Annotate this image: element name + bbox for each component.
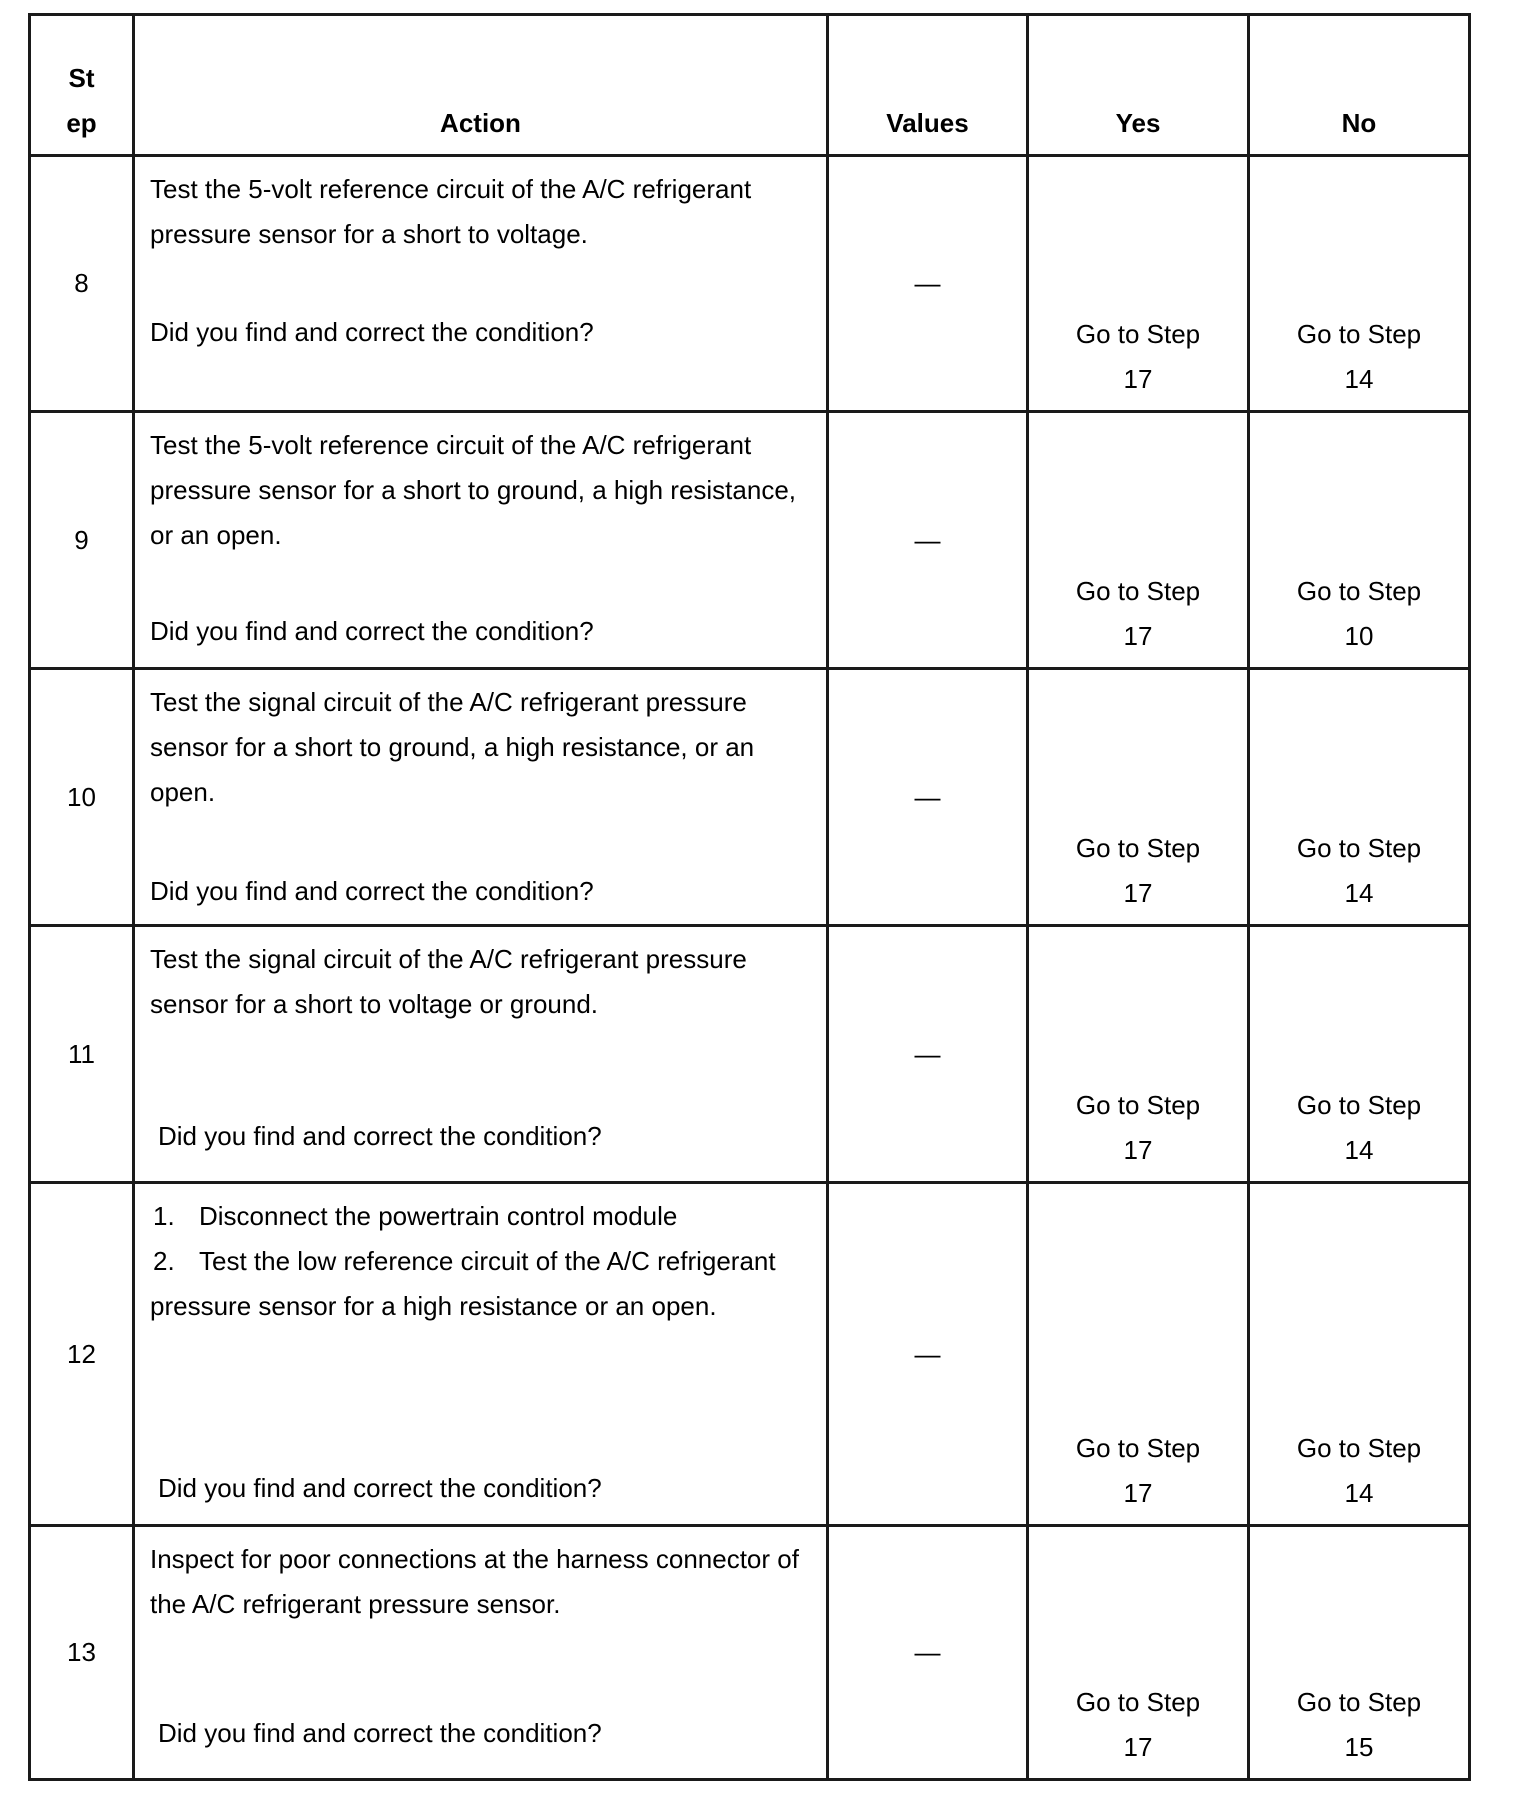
values-cell: — — [828, 926, 1028, 1183]
action-cell — [134, 412, 828, 669]
yes-cell — [1028, 1526, 1249, 1780]
table-row — [30, 669, 1470, 926]
yes-label: Go to Step — [1075, 319, 1201, 349]
no-step-number: 10 — [1344, 621, 1374, 651]
yes-cell — [1028, 669, 1249, 926]
table-row — [30, 1526, 1470, 1780]
diagnostic-table — [28, 13, 1471, 1781]
yes-cell — [1028, 412, 1249, 669]
no-cell — [1249, 412, 1470, 669]
action-text: Test the signal circuit of the A/C refrigerant pressure sensor for a short to ground, a high resistance, or an open. — [150, 687, 755, 807]
header-step-line2: ep — [66, 108, 97, 138]
no-label: Go to Step — [1296, 576, 1422, 606]
no-step-number: 14 — [1344, 1135, 1374, 1165]
yes-cell — [1028, 926, 1249, 1183]
action-cell — [134, 156, 828, 412]
action-question: Did you find and correct the condition? — [150, 876, 594, 906]
yes-cell — [1028, 1183, 1249, 1526]
action-question: Did you find and correct the condition? — [150, 317, 594, 347]
step-number: 9 — [30, 412, 134, 669]
action-step-text: Disconnect the powertrain control module — [199, 1201, 678, 1231]
action-text: Test the 5-volt reference circuit of the A/C refrigerant pressure sensor for a short to voltage. — [150, 174, 752, 249]
step-number: 8 — [30, 156, 134, 412]
action-step-number: 2. — [153, 1246, 175, 1276]
yes-cell — [1028, 156, 1249, 412]
action-step-number: 1. — [153, 1201, 175, 1231]
action-cell — [134, 1183, 828, 1526]
header-step-line1: St — [68, 63, 95, 93]
step-number: 11 — [30, 926, 134, 1183]
values-cell: — — [828, 669, 1028, 926]
table-header — [30, 15, 1470, 156]
no-cell — [1249, 1183, 1470, 1526]
action-text: Inspect for poor connections at the harness connector of the A/C refrigerant pressure sensor. — [150, 1544, 799, 1619]
no-label: Go to Step — [1296, 833, 1422, 863]
action-step-list — [150, 1194, 812, 1329]
yes-label: Go to Step — [1075, 833, 1201, 863]
values-cell: — — [828, 1183, 1028, 1526]
no-step-number: 14 — [1344, 1478, 1374, 1508]
action-question: Did you find and correct the condition? — [150, 616, 594, 646]
action-cell — [134, 669, 828, 926]
no-step-number: 14 — [1344, 878, 1374, 908]
header-no: No — [1249, 15, 1470, 156]
yes-label: Go to Step — [1075, 576, 1201, 606]
no-step-number: 14 — [1344, 364, 1374, 394]
no-label: Go to Step — [1296, 1687, 1422, 1717]
action-text: Test the 5-volt reference circuit of the A/C refrigerant pressure sensor for a short to ground, a high resistance, or an open. — [150, 430, 797, 550]
yes-label: Go to Step — [1075, 1687, 1201, 1717]
header-row — [30, 15, 1470, 156]
header-action: Action — [134, 15, 828, 156]
yes-step-number: 17 — [1123, 1732, 1153, 1762]
yes-step-number: 17 — [1123, 364, 1153, 394]
no-label: Go to Step — [1296, 1433, 1422, 1463]
table-row — [30, 1183, 1470, 1526]
no-cell — [1249, 926, 1470, 1183]
no-label: Go to Step — [1296, 1090, 1422, 1120]
header-values: Values — [828, 15, 1028, 156]
action-cell — [134, 1526, 828, 1780]
action-step-item — [150, 1239, 812, 1329]
table-row — [30, 926, 1470, 1183]
no-label: Go to Step — [1296, 319, 1422, 349]
header-yes: Yes — [1028, 15, 1249, 156]
yes-step-number: 17 — [1123, 1135, 1153, 1165]
values-cell: — — [828, 1526, 1028, 1780]
action-step-text: Test the low reference circuit of the A/C refrigerant pressure sensor for a high resistance or an open. — [150, 1246, 776, 1321]
header-step — [30, 15, 134, 156]
step-number: 12 — [30, 1183, 134, 1526]
no-cell — [1249, 1526, 1470, 1780]
action-text: Test the signal circuit of the A/C refrigerant pressure sensor for a short to voltage or ground. — [150, 944, 747, 1019]
yes-step-number: 17 — [1123, 878, 1153, 908]
step-number: 13 — [30, 1526, 134, 1780]
yes-step-number: 17 — [1123, 1478, 1153, 1508]
action-question: Did you find and correct the condition? — [158, 1121, 602, 1151]
table-row — [30, 156, 1470, 412]
action-question: Did you find and correct the condition? — [158, 1473, 602, 1503]
action-step-item — [150, 1194, 812, 1239]
step-number: 10 — [30, 669, 134, 926]
yes-label: Go to Step — [1075, 1090, 1201, 1120]
table-row — [30, 412, 1470, 669]
no-step-number: 15 — [1344, 1732, 1374, 1762]
values-cell: — — [828, 156, 1028, 412]
no-cell — [1249, 669, 1470, 926]
no-cell — [1249, 156, 1470, 412]
action-cell — [134, 926, 828, 1183]
values-cell: — — [828, 412, 1028, 669]
yes-label: Go to Step — [1075, 1433, 1201, 1463]
yes-step-number: 17 — [1123, 621, 1153, 651]
action-question: Did you find and correct the condition? — [158, 1718, 602, 1748]
